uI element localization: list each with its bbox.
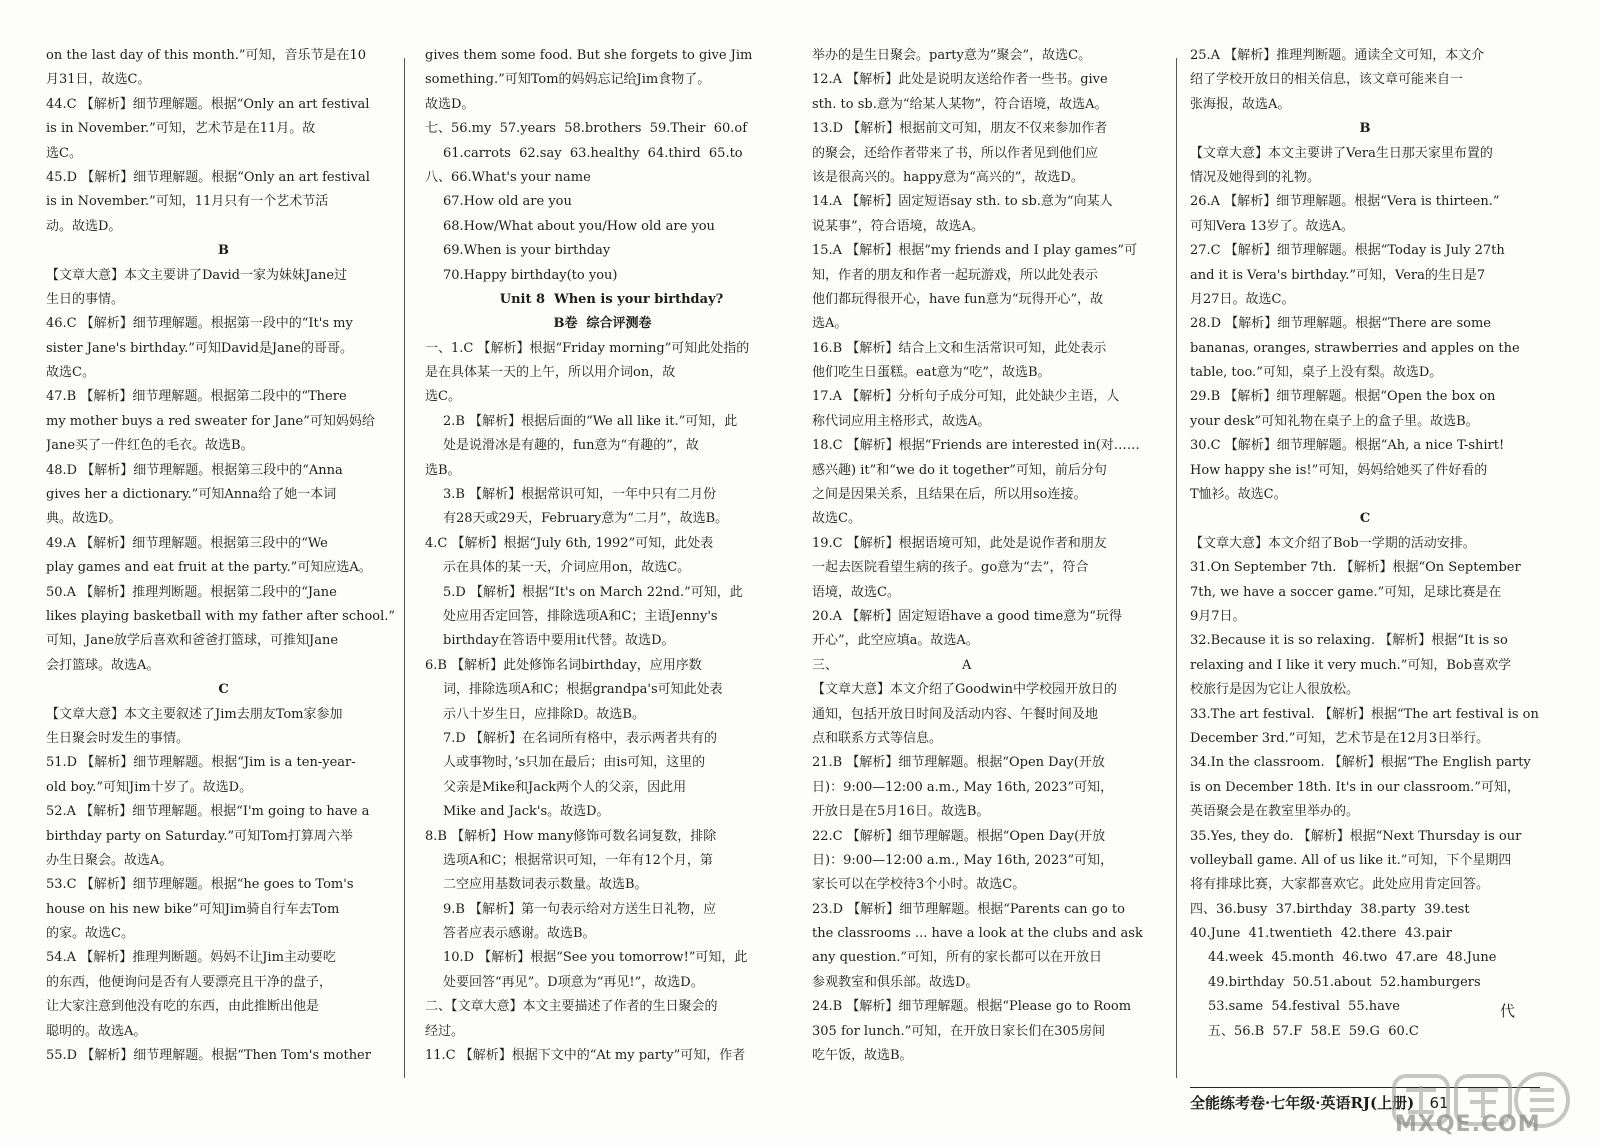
answer-line: Jane买了一件红色的毛衣。故选B。 [46,438,254,454]
answer-line: 51.D 【解析】细节理解题。根据“Jim is a ten-year- [46,755,356,771]
answer-line: 18.C 【解析】根据“Friends are interested in(对…… [812,438,1140,454]
answer-line: 故选C。 [812,511,861,527]
answer-line: T恤衫。故选C。 [1190,487,1287,503]
answer-line: 8.B 【解析】How many修饰可数名词复数，排除 [425,828,717,844]
answer-line: birthday在答语中要用it代替。故选D。 [443,633,675,649]
answer-line: 44.week 45.month 46.two 47.are 48.June [1208,950,1497,966]
answer-line: 15.A 【解析】根据“my friends and I play games”可 [812,243,1137,259]
answer-line: 选A。 [812,316,848,332]
answer-line: 【文章大意】本文主要讲了Vera生日那天家里布置的 [1190,145,1493,161]
answer-line: is in November.”可知，11月只有一个艺术节活 [46,194,329,210]
answer-line: is on December 18th. It's in our classroom.”可知， [1190,779,1520,795]
answer-line: 处应用否定回答，排除选项A和C；主语Jenny's [443,608,718,624]
answer-line: table, too.”可知，桌子上没有梨。故选D。 [1190,365,1443,381]
answer-line: 八、66.What's your name [425,169,591,185]
answer-line: 生日的事情。 [46,291,125,307]
answer-line: 之间是因果关系，且结果在后，所以用so连接。 [812,487,1087,503]
answer-line: 9.B 【解析】第一句表示给对方送生日礼物，应 [443,901,717,917]
answer-line: 语境，故选C。 [812,584,900,600]
answer-line: 一起去医院看望生病的孩子。go意为“去”，符合 [812,560,1089,576]
answer-line: Mike and Jack's。故选D。 [443,804,610,820]
answer-line: play games and eat fruit at the party.”可知应选A。 [46,560,372,576]
answer-line: 的东西，他便询问是否有人要漂亮且干净的盘子， [46,974,333,990]
answer-line: house on his new bike”可知Jim骑自行车去Tom [46,901,340,917]
answer-line: 30.C 【解析】细节理解题。根据“Ah, a nice T-shirt! [1190,438,1505,454]
answer-line: 13.D 【解析】根据前文可知，朋友不仅来参加作者 [812,121,1108,137]
answer-line: B [1359,121,1371,137]
answer-line: 7.D 【解析】在名词所有格中，表示两者共有的 [443,730,717,746]
answer-column-3 [812,44,1167,1068]
answer-line: 示在具体的某一天，介词应用on，故选C。 [443,560,691,576]
answer-line: 17.A 【解析】分析句子成分可知，此处缺少主语，人 [812,389,1120,405]
answer-line: 父亲是Mike和Jack两个人的父亲，因此用 [443,779,687,795]
answer-line: 10.D 【解析】根据“See you tomorrow!”可知，此 [443,950,748,966]
answer-line: 日)：9:00—12:00 a.m., May 16th, 2023”可知， [812,779,1114,795]
answer-line: December 3rd.”可知，艺术节是在12月3日举行。 [1190,730,1490,746]
answer-line: 49.birthday 50.51.about 52.hamburgers [1208,974,1481,990]
answer-line: 人或事物时，’s只加在最后；由is可知，这里的 [443,755,706,771]
page-number: 61 [1429,1094,1449,1112]
answer-line: 可知Vera 13岁了。故选A。 [1190,218,1354,234]
answer-line: 32.Because it is so relaxing. 【解析】根据“It is so [1190,633,1508,649]
answer-line: 53.C 【解析】细节理解题。根据“he goes to Tom's [46,877,354,893]
answer-line: 日)：9:00—12:00 a.m., May 16th, 2023”可知， [812,852,1114,868]
answer-line: 3.B 【解析】根据常识可知，一年中只有二月份 [443,487,717,503]
answer-line: 他们吃生日蛋糕。eat意为“吃”，故选B。 [812,365,1051,381]
answer-line: 让大家注意到他没有吃的东西，由此推断出他是 [46,999,320,1015]
answer-line: 故选D。 [425,96,475,112]
answer-line: 45.D 【解析】细节理解题。根据“Only an art festival [46,169,370,185]
answer-line: 他们都玩得很开心，have fun意为“玩得开心”，故 [812,291,1104,307]
answer-line: 会打篮球。故选A。 [46,657,160,673]
answer-line: B卷 综合评测卷 [553,316,652,332]
answer-line: 选C。 [425,389,461,405]
margin-marker: 代 [1500,1002,1516,1020]
answer-line: 参观教室和俱乐部。故选D。 [812,974,979,990]
answer-line: Unit 8 When is your birthday? [499,291,724,307]
answer-line: 52.A 【解析】细节理解题。根据“I'm going to have a [46,804,370,820]
answer-line: 开放日是在5月16日。故选B。 [812,804,990,820]
watermark-url: MXQE.COM [1395,1112,1541,1137]
answer-line: your desk”可知礼物在桌子上的盒子里。故选B。 [1190,413,1479,429]
answer-line: 张海报，故选A。 [1190,96,1291,112]
answer-line: the classrooms ... have a look at the clubs and ask [812,926,1143,942]
answer-line: 开心”，此空应填a。故选A。 [812,633,979,649]
answer-line: 29.B 【解析】细节理解题。根据“Open the box on [1190,389,1496,405]
answer-line: and it is Vera's birthday.”可知，Vera的生日是7 [1190,267,1486,283]
answer-line: 词，排除选项A和C；根据grandpa's可知此处表 [443,682,723,698]
answer-line: 二空应用基数词表示数量。故选B。 [443,877,648,893]
answer-line: 16.B 【解析】结合上文和生活常识可知，此处表示 [812,340,1107,356]
answer-line: 举办的是生日聚会。party意为“聚会”，故选C。 [812,48,1092,63]
answer-line: 44.C 【解析】细节理解题。根据“Only an art festival [46,96,370,112]
answer-line: 20.A 【解析】固定短语have a good time意为“玩得 [812,608,1122,624]
answer-line: 将有排球比赛，大家都喜欢它。此处应用肯定回答。 [1190,877,1490,893]
answer-line: 12.A 【解析】此处是说明友送给作者一些书。give [812,72,1108,88]
answer-line: 处是说滑冰是有趣的，fun意为“有趣的”，故 [443,438,699,454]
answer-line: 70.Happy birthday(to you) [443,267,618,283]
answer-line: 50.A 【解析】推理判断题。根据第二段中的“Jane [46,584,337,600]
answer-line: 46.C 【解析】细节理解题。根据第一段中的“It's my [46,316,353,332]
answer-line: 【文章大意】本文主要讲了David一家为妹妹Jane过 [46,267,348,283]
answer-line: How happy she is!”可知，妈妈给她买了件好看的 [1190,462,1488,478]
answer-line: 47.B 【解析】细节理解题。根据第二段中的“There [46,389,347,405]
answer-line: 67.How old are you [443,194,572,210]
answer-line: 选B。 [425,462,461,478]
answer-line: 22.C 【解析】细节理解题。根据“Open Day(开放 [812,828,1106,844]
answer-line: 家长可以在学校待3个小时。故选C。 [812,877,1026,893]
answer-line: 吃午饭，故选B。 [812,1048,913,1064]
column-divider [404,58,405,1078]
answer-line: 七、56.my 57.years 58.brothers 59.Their 60.of [425,121,748,137]
answer-line: C [218,682,229,698]
answer-line: 聪明的。故选A。 [46,1023,147,1039]
answer-line: 【文章大意】本文介绍了Bob一学期的活动安排。 [1190,535,1476,551]
answer-line: old boy.”可知Jim十岁了。故选D。 [46,779,253,795]
answer-line: something.”可知Tom的妈妈忘记给Jim食物了。 [425,72,711,88]
answer-line: 6.B 【解析】此处修饰名词birthday，应用序数 [425,657,702,673]
answer-line: 48.D 【解析】细节理解题。根据第三段中的“Anna [46,462,343,478]
answer-line: relaxing and I like it very much.”可知，Bob喜欢学 [1190,657,1512,673]
answer-line: birthday party on Saturday.”可知Tom打算周六举 [46,828,353,844]
answer-line: 2.B 【解析】根据后面的“We all like it.”可知，此 [443,413,738,429]
answer-line: 经过。 [425,1023,465,1039]
answer-line: 53.same 54.festival 55.have [1208,999,1400,1015]
answer-line: 二、【文章大意】本文主要描述了作者的生日聚会的 [425,999,718,1015]
answer-line: 19.C 【解析】根据语境可知，此处是说作者和朋友 [812,535,1107,551]
answer-line: 知，作者的朋友和作者一起玩游戏，所以此处表示 [812,267,1099,283]
answer-line: 办生日聚会。故选A。 [46,852,173,868]
answer-line: 英语聚会是在教室里举办的。 [1190,804,1360,820]
answer-line: bananas, oranges, strawberries and apples on the [1190,340,1520,356]
answer-line: B [218,243,229,259]
answer-line: 校旅行是因为它让人很放松。 [1190,682,1360,698]
answer-line: my mother buys a red sweater for Jane”可知妈妈给 [46,413,375,429]
answer-line: sister Jane's birthday.”可知David是Jane的哥哥。 [46,340,353,356]
answer-line: 月31日，故选C。 [46,72,151,88]
answer-line: 故选C。 [46,365,95,381]
answer-line: 可知，Jane放学后喜欢和爸爸打篮球，可推知Jane [46,633,339,649]
answer-line: 9月7日。 [1190,608,1246,624]
answer-line: 69.When is your birthday [443,243,611,259]
answer-line: on the last day of this month.”可知，音乐节是在10 [46,48,367,63]
answer-line: 26.A 【解析】细节理解题。根据“Vera is thirteen.” [1190,194,1500,210]
answer-line: 通知，包括开放日时间及活动内容、午餐时间及地 [812,706,1099,722]
answer-line: gives her a dictionary.”可知Anna给了她一本词 [46,487,337,503]
answer-line: 40.June 41.twentieth 42.there 43.pair [1190,926,1452,942]
answer-line: 绍了学校开放日的相关信息，该文章可能来自一 [1190,72,1464,88]
answer-line: 该是很高兴的。happy意为“高兴的”，故选D。 [812,169,1084,185]
footer-title: 全能练考卷·七年级·英语RJ(上册) [1190,1094,1415,1112]
answer-line: 称代词应用主格形式，故选A。 [812,413,991,429]
answer-line: 点和联系方式等信息。 [812,730,943,746]
answer-line: 35.Yes, they do. 【解析】根据“Next Thursday is our [1190,828,1522,844]
answer-line: likes playing basketball with my father after school.” [46,608,396,624]
answer-line: 28.D 【解析】细节理解题。根据“There are some [1190,316,1491,332]
answer-line: 五、56.B 57.F 58.E 59.G 60.C [1208,1023,1419,1039]
answer-line: 61.carrots 62.say 63.healthy 64.third 65.to [443,145,743,161]
answer-line: 14.A 【解析】固定短语say sth. to sb.意为“向某人 [812,194,1113,210]
answer-line: 示八十岁生日，应排除D。故选B。 [443,706,645,722]
answer-line: 选项A和C；根据常识可知，一年有12个月，第 [443,852,713,868]
answer-line: 68.How/What about you/How old are you [443,218,715,234]
answer-line: any question.”可知，所有的家长都可以在开放日 [812,950,1103,966]
answer-line: 23.D 【解析】细节理解题。根据“Parents can go to [812,901,1125,917]
answer-line: volleyball game. All of us like it.”可知，下个星期四 [1190,852,1512,868]
answer-line: 【文章大意】本文主要叙述了Jim去朋友Tom家参加 [46,706,343,722]
answer-column-4 [1190,44,1540,1044]
answer-line: 的家。故选C。 [46,926,134,942]
answer-line: 11.C 【解析】根据下文中的“At my party”可知，作者 [425,1048,746,1064]
answer-line: 33.The art festival. 【解析】根据“The art festival is on [1190,706,1539,722]
answer-line: 情况及她得到的礼物。 [1190,169,1321,185]
answer-line: 四、36.busy 37.birthday 38.party 39.test [1190,901,1470,917]
answer-line: 动。故选D。 [46,218,122,234]
answer-line: 答者应表示感谢。故选B。 [443,926,596,942]
answer-line: 34.In the classroom. 【解析】根据“The English party [1190,755,1531,771]
answer-line: 处要回答“再见”。D项意为“再见!”，故选D。 [443,974,704,990]
answer-line: 24.B 【解析】细节理解题。根据“Please go to Room [812,999,1132,1015]
answer-line: 选C。 [46,145,82,161]
answer-line: 典。故选D。 [46,511,122,527]
answer-line: 31.On September 7th. 【解析】根据“On September [1190,560,1521,576]
answer-line: 27.C 【解析】细节理解题。根据“Today is July 27th [1190,243,1505,259]
answer-line: 的聚会，还给作者带来了书，所以作者见到他们应 [812,145,1099,161]
answer-line: 25.A 【解析】推理判断题。通读全文可知，本文介 [1190,48,1485,63]
answer-line: sth. to sb.意为“给某人某物”，符合语境，故选A。 [812,96,1108,112]
answer-line: 5.D 【解析】根据“It's on March 22nd.”可知，此 [443,584,743,600]
answer-column-1 [46,44,401,1068]
answer-line: 是在具体某一天的上午，所以用介词on，故 [425,365,676,381]
answer-line: 【文章大意】本文介绍了Goodwin中学校园开放日的 [812,682,1118,698]
answer-line: 55.D 【解析】细节理解题。根据“Then Tom's mother [46,1048,371,1064]
answer-line: 49.A 【解析】细节理解题。根据第三段中的“We [46,535,328,551]
answer-line: 4.C 【解析】根据“July 6th, 1992”可知，此处表 [425,535,714,551]
answer-line: 三、 A [812,657,972,673]
answer-line: 54.A 【解析】推理判断题。妈妈不让Jim主动要吃 [46,950,336,966]
answer-line: 月27日。故选C。 [1190,291,1295,307]
answer-line: 一、1.C 【解析】根据“Friday morning”可知此处指的 [425,340,750,356]
answer-line: 21.B 【解析】细节理解题。根据“Open Day(开放 [812,755,1105,771]
column-divider [1176,58,1177,1078]
answer-line: 7th, we have a soccer game.”可知，足球比赛是在 [1190,584,1502,600]
answer-line: is in November.”可知，艺术节是在11月。故 [46,121,316,137]
answer-line: 305 for lunch.”可知，在开放日家长们在305房间 [812,1023,1106,1039]
answer-line: 说某事”，符合语境，故选A。 [812,218,985,234]
answer-line: gives them some food. But she forgets to give Jim [425,48,753,63]
answer-column-2 [425,44,780,1068]
answer-line: 有28天或29天，February意为“二月”，故选B。 [443,511,729,527]
answer-line: C [1359,511,1371,527]
answer-line: 感兴趣) it”和“we do it together”可知，前后分句 [812,462,1107,478]
answer-line: 生日聚会时发生的事情。 [46,730,190,746]
